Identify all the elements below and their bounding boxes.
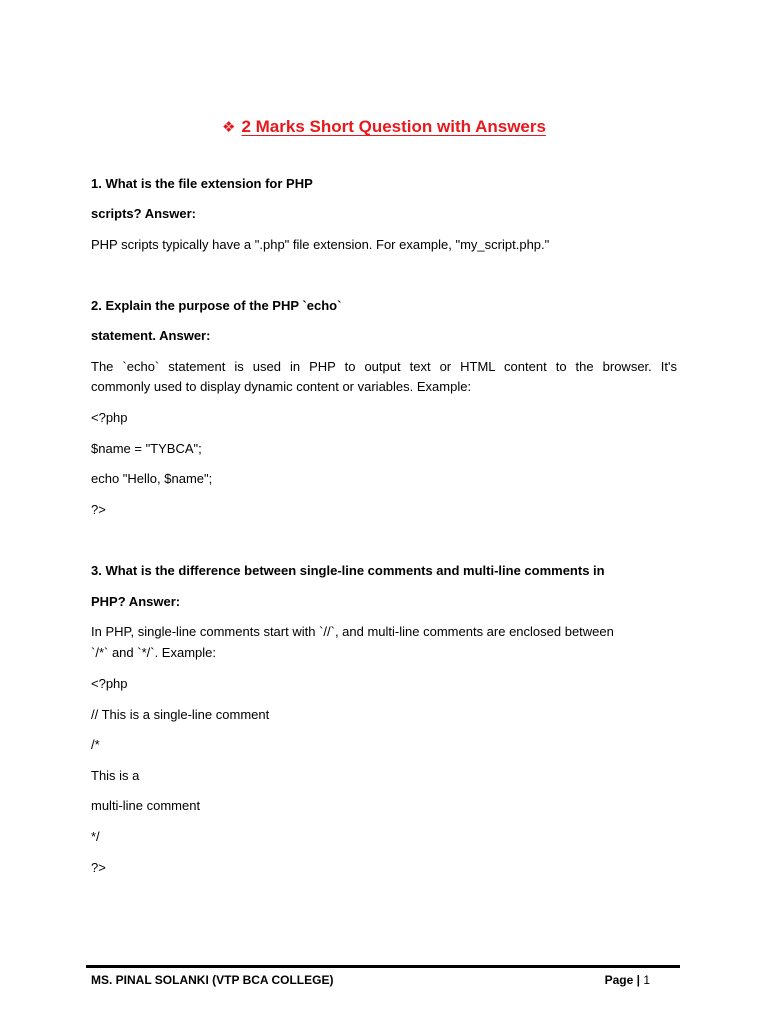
q3-code-line: /* (91, 737, 100, 752)
q1-question-line2: scripts? Answer: (91, 206, 196, 221)
q3-code-line: <?php (91, 676, 128, 691)
q3-question-line1: 3. What is the difference between single-line comments and multi-line comments in (91, 563, 605, 578)
q3-code-line: multi-line comment (91, 798, 201, 813)
q3-answer-line2: `/*` and `*/`. Example: (91, 645, 216, 660)
footer-divider (86, 965, 680, 968)
q2-question-line1: 2. Explain the purpose of the PHP `echo` (91, 298, 342, 313)
q3-code-line: This is a (91, 768, 140, 783)
footer-author: MS. PINAL SOLANKI (VTP BCA COLLEGE) (91, 973, 334, 987)
q3-question-line2: PHP? Answer: (91, 594, 181, 609)
section-heading (0, 117, 768, 137)
q2-code-line: <?php (91, 410, 128, 425)
q2-answer-line2: commonly used to display dynamic content or variables. Example: (91, 379, 472, 394)
q1-answer: PHP scripts typically have a ".php" file extension. For example, "my_script.php." (91, 237, 550, 252)
diamond-bullet-icon: ❖ (222, 119, 236, 136)
q2-code-line: ?> (91, 502, 106, 517)
q3-code-line: // This is a single-line comment (91, 707, 270, 722)
footer-page-number (605, 973, 650, 987)
page-label: Page | (604, 973, 640, 987)
q2-answer-line1: The `echo` statement is used in PHP to output text or HTML content to the browser. It's (91, 359, 677, 374)
heading-title: 2 Marks Short Question with Answers (241, 117, 546, 136)
page-number: 1 (643, 973, 650, 987)
q2-code-line: echo "Hello, $name"; (91, 471, 213, 486)
q1-question-line1: 1. What is the file extension for PHP (91, 176, 313, 191)
q3-code-line: ?> (91, 860, 106, 875)
q2-question-line2: statement. Answer: (91, 328, 211, 343)
q3-answer-line1: In PHP, single-line comments start with `//`, and multi-line comments are enclosed between (91, 624, 614, 639)
q2-code-line: $name = "TYBCA"; (91, 441, 202, 456)
q3-code-line: */ (91, 829, 100, 844)
